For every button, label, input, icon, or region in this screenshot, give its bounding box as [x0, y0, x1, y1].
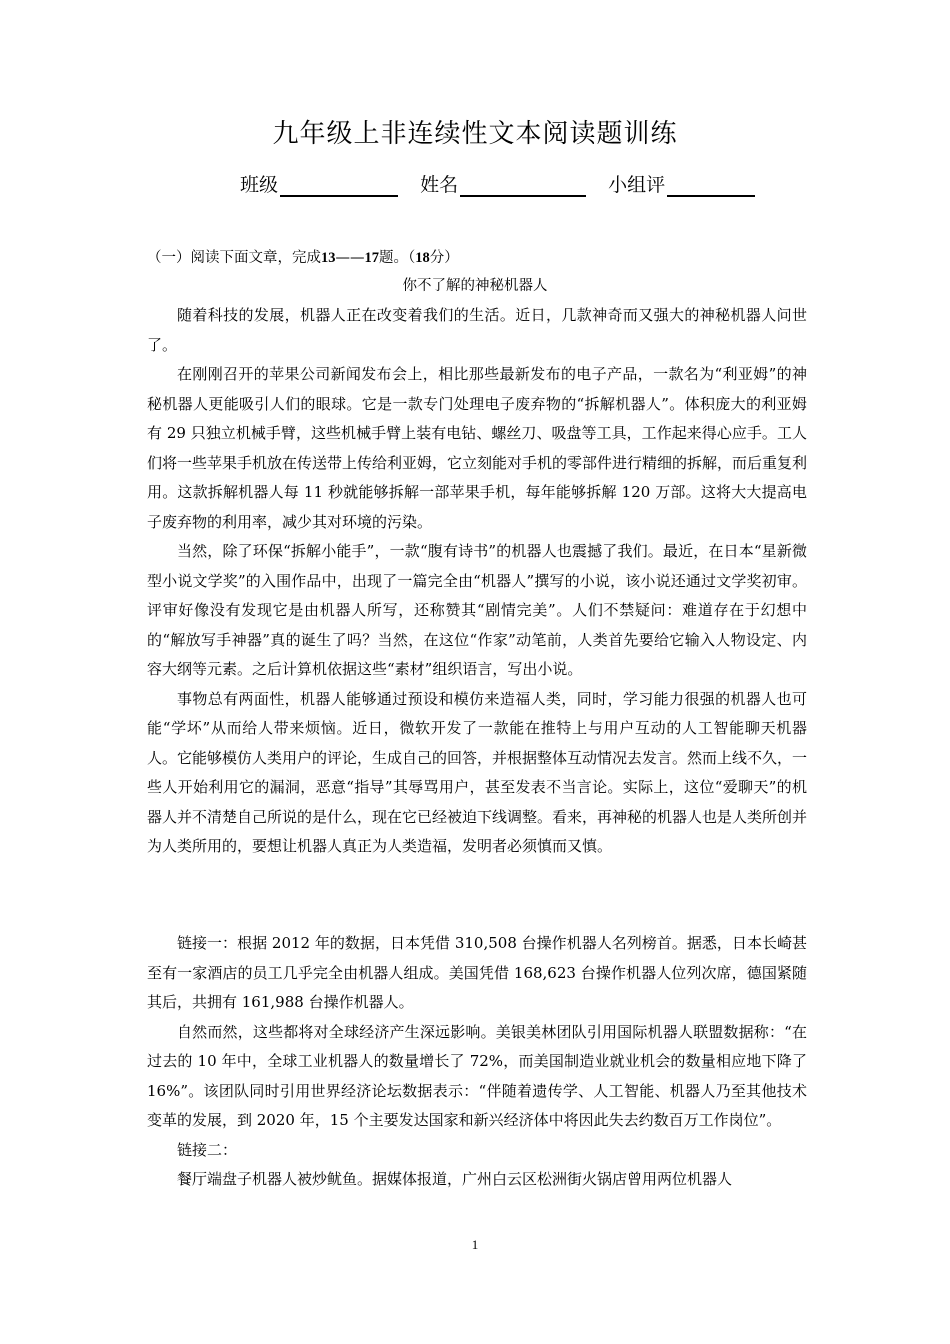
group-review-blank-line[interactable]: [667, 175, 755, 197]
links-body: [147, 929, 807, 1195]
page-title: 九年级上非连续性文本阅读题训练: [272, 119, 678, 149]
paragraph: 当然，除了环保“拆解小能手”，一款“腹有诗书”的机器人也震撼了我们。最近，在日本“星新微型小说文学奖”的入围作品中，出现了一篇完全由“机器人”撰写的小说，该小说还通过文学奖初审。评审好像没有发现它是由机器人所写，还称赞其“剧情完美”。人们不禁疑问：难道存在于幻想中的“解放写手神器”真的诞生了吗？当然，在这位“作家”动笔前，人类首先要给它输入人物设定、内容大纲等元素。之后计算机依据这些“素材”组织语言，写出小说。: [147, 542, 807, 678]
section-suffix: 分）: [429, 250, 459, 266]
article-body: [147, 301, 807, 862]
class-blank-line[interactable]: [280, 175, 398, 197]
paragraph: 在刚刚召开的苹果公司新闻发布会上，相比那些最新发布的电子产品，一款名为“利亚姆”的神秘机器人更能吸引人们的眼球。它是一款专门处理电子废弃物的“拆解机器人”。体积庞大的利亚姆有 29 只独立机械手臂，这些机械手臂上装有电钻、螺丝刀、吸盘等工具，工作起来得心应手。工人们将一些苹果手机放在传送带上传给利亚姆，它立刻能对手机的零部件进行精细的拆解，而后重复利用。这款拆解机器人每 11 秒就能够拆解一部苹果手机，每年能够拆解 120 万部。这将大大提高电子废弃物的利用率，减少其对环境的污染。: [147, 365, 808, 531]
name-field[interactable]: [420, 170, 586, 197]
section-mid: 题。（: [379, 250, 416, 266]
link-one-paragraph: 链接一：根据 2012 年的数据，日本凭借 310,508 台操作机器人名列榜首。据悉，日本长崎甚至有一家酒店的员工几乎完全由机器人组成。美国凭借 168,623 台操作机器人位列次席，德国紧随其后，共拥有 161,988 台操作机器人。: [147, 934, 807, 1011]
link-two-heading: 链接二：: [177, 1140, 238, 1159]
student-info-fields: [240, 170, 771, 197]
paragraph: 餐厅端盘子机器人被炒鱿鱼。据媒体报道，广州白云区松洲街火锅店曾用两位机器人: [177, 1170, 733, 1188]
question-range-start: 13: [321, 250, 336, 266]
group-review-field[interactable]: [608, 170, 755, 197]
paragraph: 事物总有两面性，机器人能够通过预设和模仿来造福人类，同时，学习能力很强的机器人也可能“学坏”从而给人带来烦恼。近日，微软开发了一款能在推特上与用户互动的人工智能聊天机器人。它能够模仿人类用户的评论，生成自己的回答，并根据整体互动情况去发言。然而上线不久，一些人开始利用它的漏洞，恶意“指导”其辱骂用户，甚至发表不当言论。实际上，这位“爱聊天”的机器人并不清楚自己所说的是什么，现在它已经被迫下线调整。看来，再神秘的机器人也是人类所创并为人类所用的，要想让机器人真正为人类造福，发明者必须慎而又慎。: [147, 689, 808, 855]
paragraph: 自然而然，这些都将对全球经济产生深远影响。美银美林团队引用国际机器人联盟数据称：“在过去的 10 年中，全球工业机器人的数量增长了 72%，而美国制造业就业机会的数量相应地下降了 16%”。该团队同时引用世界经济论坛数据表示：“伴随着遗传学、人工智能、机器人乃至其他技术变革的发展，到 2020 年，15 个主要发达国家和新兴经济体中将因此失去约数百万工作岗位”。: [147, 1022, 807, 1129]
section-instruction: [147, 246, 459, 267]
page-number: 1: [471, 1237, 479, 1252]
section-score: 18: [415, 250, 430, 266]
name-blank-line[interactable]: [460, 175, 586, 197]
article-title: 你不了解的神秘机器人: [402, 278, 548, 294]
group-review-label: 小组评: [608, 174, 666, 196]
section-prefix: （一）阅读下面文章，完成: [147, 250, 321, 266]
section-dash: ——: [335, 250, 365, 266]
name-label: 姓名: [420, 174, 459, 196]
question-range-end: 17: [364, 250, 379, 266]
class-label: 班级: [240, 174, 279, 196]
paragraph: 随着科技的发展，机器人正在改变着我们的生活。近日，几款神奇而又强大的神秘机器人问世了。: [147, 306, 807, 354]
class-field[interactable]: [240, 170, 398, 197]
